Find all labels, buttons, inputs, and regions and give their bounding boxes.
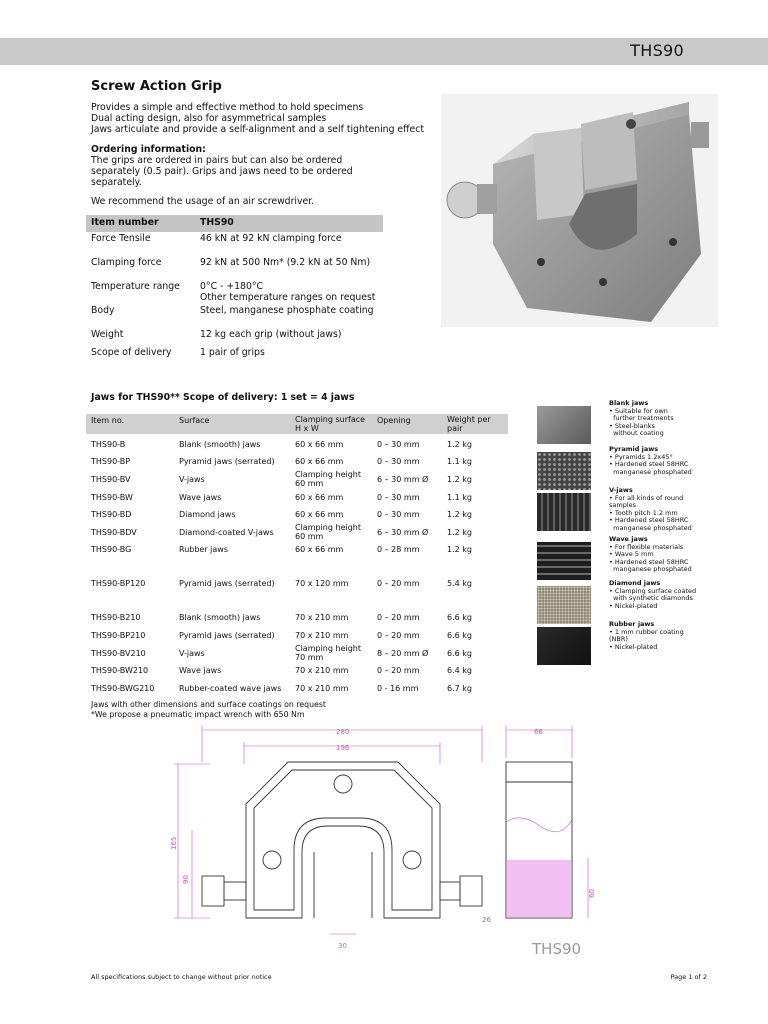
jaw-type-line: • Suitable for own: [609, 406, 668, 415]
jaw-type-description: [609, 536, 719, 574]
spec-table-header: [86, 215, 383, 232]
note-line: Jaws with other dimensions and surface coatings on request: [91, 700, 326, 709]
cell-clamping-surface: [295, 440, 375, 449]
header-product-code: THS90: [630, 41, 684, 60]
jaw-type-title: Wave jaws: [609, 535, 648, 543]
notes: [91, 700, 326, 720]
cell-item-no: THS90-BP: [91, 457, 131, 466]
table-row: [91, 627, 511, 645]
cell-opening: 0 – 20 mm: [377, 579, 420, 588]
cell-clamping-line: 70 mm: [295, 653, 324, 662]
table-row: [91, 662, 511, 680]
jaw-type-line: • For flexible materials: [609, 542, 684, 551]
table-row: [91, 506, 511, 524]
ordering-text: The grips are ordered in pairs but can also be ordered separately (0.5 pair). Grips and jaws need to be ordered separately.: [91, 155, 353, 188]
cell-clamping-line: 60 x 66 mm: [295, 493, 344, 502]
cell-clamping-line: 70 x 210 mm: [295, 684, 349, 693]
cell-clamping-line: 70 x 210 mm: [295, 666, 349, 675]
cell-clamping-line: 70 x 120 mm: [295, 579, 349, 588]
cell-clamping-line: 60 x 66 mm: [295, 510, 344, 519]
jaw-type-line: • Pyramids 1.2x45°: [609, 452, 673, 461]
dim-label: 30: [338, 942, 347, 950]
cell-clamping-surface: [295, 545, 375, 554]
col-item: Item no.: [91, 416, 125, 425]
jaw-type-line: • Hardened steel 58HRC: [609, 516, 689, 525]
spec-key: Body: [91, 305, 115, 316]
footer-disclaimer: All specifications subject to change without prior notice: [91, 973, 272, 981]
jaw-type-line: • Steel-blanks: [609, 421, 655, 430]
cell-clamping-line: 70 x 210 mm: [295, 631, 349, 640]
col-clamping-surface-sub: H x W: [295, 424, 319, 433]
cell-opening: 8 – 20 mm Ø: [377, 649, 429, 658]
jaw-type-line: • Wave 5 mm: [609, 550, 654, 559]
dim-label: 60: [588, 889, 596, 898]
cell-clamping-line: Clamping height: [295, 470, 361, 479]
dim-label: 66: [534, 728, 543, 736]
cell-opening: 0 – 30 mm: [377, 493, 420, 502]
spec-key: Scope of delivery: [91, 347, 172, 358]
intro-line: Jaws articulate and provide a self-alignment and a self tightening effect: [91, 124, 425, 135]
dim-label: 90: [182, 875, 190, 884]
jaw-type-line: • Nickel-plated: [609, 642, 658, 651]
product-photo: [441, 94, 718, 327]
spec-key: Temperature range: [91, 281, 180, 292]
cell-surface: Wave jaws: [179, 666, 222, 675]
cell-item-no: THS90-BW210: [91, 666, 149, 675]
jaw-type-line: manganese phosphated: [609, 565, 692, 574]
cell-weight: 6.7 kg: [447, 684, 472, 693]
dim-label: 165: [170, 836, 178, 850]
table-row: [91, 575, 511, 593]
jaw-type-title: V-jaws: [609, 486, 633, 494]
technical-drawing: [170, 722, 610, 962]
spec-header-value: THS90: [200, 217, 234, 228]
jaw-type-line: • Tooth pitch 1.2 mm: [609, 508, 678, 517]
jaw-type-line: samples: [609, 501, 637, 510]
grip-illustration: [441, 94, 718, 327]
cell-clamping-surface: [295, 493, 375, 502]
ordering-heading: Ordering information:: [91, 144, 206, 155]
drawing-svg: [170, 722, 610, 962]
cell-item-no: THS90-B210: [91, 613, 141, 622]
cell-opening: 0 – 30 mm: [377, 510, 420, 519]
intro-line: Dual acting design, also for asymmetrical samples: [91, 113, 327, 124]
spec-value: 12 kg each grip (without jaws): [200, 329, 342, 340]
col-opening: Opening: [377, 416, 411, 425]
jaw-type-line: further treatments: [609, 414, 674, 423]
cell-clamping-surface: [295, 510, 375, 519]
cell-weight: 6.6 kg: [447, 649, 472, 658]
table-row: [91, 680, 511, 698]
jaws-table-header: [86, 414, 508, 434]
col-weight-sub: pair: [447, 424, 463, 433]
jaw-type-line: manganese phosphated: [609, 467, 692, 476]
cell-opening: 0 – 30 mm: [377, 440, 420, 449]
jaw-type-description: [609, 621, 719, 651]
cell-opening: 0 – 20 mm: [377, 613, 420, 622]
cell-clamping-line: 60 x 66 mm: [295, 457, 344, 466]
cell-surface: Pyramid jaws (serrated): [179, 457, 275, 466]
cell-clamping-line: 60 mm: [295, 479, 324, 488]
intro-text: [91, 102, 451, 135]
cell-surface: Rubber jaws: [179, 545, 229, 554]
cell-weight: 1.1 kg: [447, 493, 472, 502]
jaw-type-title: Blank jaws: [609, 399, 649, 407]
jaw-type-description: [609, 400, 719, 438]
page-title: Screw Action Grip: [91, 79, 222, 94]
spec-key: Force Tensile: [91, 233, 151, 244]
spec-key: Weight: [91, 329, 124, 340]
spec-value-line: 0°C - +180°C: [200, 281, 263, 292]
jaw-type-line: • Hardened steel 58HRC: [609, 460, 689, 469]
cell-item-no: THS90-BV: [91, 475, 131, 484]
cell-weight: 1.2 kg: [447, 440, 472, 449]
jaw-type-title: Diamond jaws: [609, 579, 661, 587]
jaw-type-title: Rubber jaws: [609, 620, 655, 628]
cell-item-no: THS90-BW: [91, 493, 133, 502]
dim-label: 196: [336, 744, 350, 752]
cell-weight: 1.2 kg: [447, 510, 472, 519]
cell-surface: Blank (smooth) jaws: [179, 440, 261, 449]
spec-value: [200, 281, 440, 303]
jaw-type-item: [537, 620, 737, 677]
cell-surface: Pyramid jaws (serrated): [179, 579, 275, 588]
jaw-type-line: • Hardened steel 58HRC: [609, 557, 689, 566]
jaw-type-description: [609, 446, 719, 476]
jaw-type-line: manganese phosphated: [609, 523, 692, 532]
col-weight: Weight per: [447, 415, 491, 424]
cell-clamping-line: Clamping height: [295, 523, 361, 532]
cell-weight: 1.2 kg: [447, 475, 472, 484]
table-row: [91, 489, 511, 507]
jaw-swatch-image: [537, 452, 591, 490]
cell-weight: 6.6 kg: [447, 613, 472, 622]
cell-clamping-line: 70 x 210 mm: [295, 613, 349, 622]
table-row: [91, 609, 511, 627]
cell-item-no: THS90-BWG210: [91, 684, 155, 693]
jaw-type-description: [609, 580, 719, 610]
jaw-type-description: [609, 487, 719, 533]
jaws-section-title: Jaws for THS90** Scope of delivery: 1 set = 4 jaws: [91, 392, 355, 403]
cell-opening: 0 - 16 mm: [377, 684, 419, 693]
cell-clamping-line: 60 x 66 mm: [295, 440, 344, 449]
jaw-type-line: • For all kinds of round: [609, 493, 684, 502]
header-bar: [0, 38, 768, 65]
cell-weight: 6.6 kg: [447, 631, 472, 640]
cell-clamping-surface: [295, 666, 375, 675]
spec-value-line: Other temperature ranges on request: [200, 292, 376, 303]
jaw-type-line: • Nickel-plated: [609, 601, 658, 610]
jaw-swatch-image: [537, 627, 591, 665]
recommendation-text: We recommend the usage of an air screwdriver.: [91, 196, 315, 207]
cell-surface: Rubber-coated wave jaws: [179, 684, 282, 693]
cell-opening: 0 – 30 mm: [377, 457, 420, 466]
dim-label: 26: [482, 916, 491, 924]
cell-item-no: THS90-BP210: [91, 631, 146, 640]
cell-item-no: THS90-BD: [91, 510, 132, 519]
cell-clamping-surface: [295, 457, 375, 466]
spec-value: Steel, manganese phosphate coating: [200, 305, 374, 316]
table-row: [91, 524, 511, 542]
jaw-type-line: • 1 mm rubber coating: [609, 627, 684, 636]
cell-opening: 6 – 30 mm Ø: [377, 475, 429, 484]
cell-clamping-surface: [295, 684, 375, 693]
table-row: [91, 471, 511, 489]
cell-item-no: THS90-BG: [91, 545, 132, 554]
cell-item-no: THS90-BP120: [91, 579, 146, 588]
cell-item-no: THS90-BV210: [91, 649, 146, 658]
cell-clamping-surface: [295, 631, 375, 640]
cell-clamping-line: Clamping height: [295, 644, 361, 653]
page-number: Page 1 of 2: [670, 973, 707, 981]
cell-clamping-surface: [295, 613, 375, 622]
spec-key: Clamping force: [91, 257, 162, 268]
cell-opening: 0 – 20 mm: [377, 631, 420, 640]
cell-weight: 1.2 kg: [447, 545, 472, 554]
intro-line: Provides a simple and effective method to hold specimens: [91, 102, 364, 113]
drawing-label: THS90: [532, 940, 582, 958]
jaw-swatch-image: [537, 493, 591, 531]
cell-surface: V-jaws: [179, 649, 205, 658]
spec-value: 46 kN at 92 kN clamping force: [200, 233, 342, 244]
cell-item-no: THS90-BDV: [91, 528, 137, 537]
cell-opening: 0 – 28 mm: [377, 545, 420, 554]
jaw-type-title: Pyramid jaws: [609, 445, 659, 453]
cell-surface: Diamond-coated V-jaws: [179, 528, 274, 537]
note-line: *We propose a pneumatic impact wrench with 650 Nm: [91, 710, 305, 719]
cell-surface: Blank (smooth) jaws: [179, 613, 261, 622]
col-clamping-surface: Clamping surface: [295, 415, 366, 424]
spec-value: 92 kN at 500 Nm* (9.2 kN at 50 Nm): [200, 257, 371, 268]
cell-opening: 6 – 30 mm Ø: [377, 528, 429, 537]
spec-header-key: Item number: [91, 217, 159, 228]
table-row: [91, 541, 511, 559]
spec-value: 1 pair of grips: [200, 347, 265, 358]
cell-weight: 1.1 kg: [447, 457, 472, 466]
cell-weight: 6.4 kg: [447, 666, 472, 675]
cell-weight: 1.2 kg: [447, 528, 472, 537]
cell-weight: 5.4 kg: [447, 579, 472, 588]
jaw-type-line: (NBR): [609, 635, 628, 644]
cell-surface: Wave jaws: [179, 493, 222, 502]
table-row: [91, 645, 511, 663]
cell-surface: Pyramid jaws (serrated): [179, 631, 275, 640]
cell-clamping-line: 60 mm: [295, 532, 324, 541]
cell-opening: 0 – 20 mm: [377, 666, 420, 675]
cell-clamping-surface: [295, 523, 375, 541]
table-row: [91, 436, 511, 454]
cell-surface: V-jaws: [179, 475, 205, 484]
cell-clamping-surface: [295, 579, 375, 588]
cell-item-no: THS90-B: [91, 440, 126, 449]
cell-surface: Diamond jaws: [179, 510, 236, 519]
jaw-swatch-image: [537, 542, 591, 580]
table-row: [91, 453, 511, 471]
col-surface: Surface: [179, 416, 210, 425]
jaw-swatch-image: [537, 586, 591, 624]
jaw-type-line: • Clamping surface coated: [609, 586, 697, 595]
jaw-type-line: without coating: [609, 429, 664, 438]
jaw-swatch-image: [537, 406, 591, 444]
cell-clamping-line: 60 x 66 mm: [295, 545, 344, 554]
jaw-type-line: with synthetic diamonds: [609, 594, 693, 603]
cell-clamping-surface: [295, 644, 375, 662]
dim-label: 280: [336, 728, 350, 736]
cell-clamping-surface: [295, 470, 375, 488]
